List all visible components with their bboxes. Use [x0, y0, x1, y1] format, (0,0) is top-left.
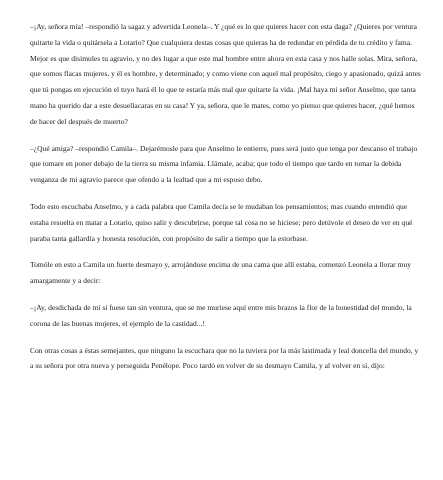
- paragraph: –¿Qué amiga? –respondió Camila–. Dejarémosle para que Anselmo le entierre, pues será justo que tenga por descanso el trabajo que tomare en poner debajo de la tierra su misma infamia. Llámale, acaba; que todo el tiempo que tardo en tomar la debida venganza de mi agravio parece que ofendo a la lealtad que a mi esposo debo.: [30, 143, 418, 185]
- paragraph: –¡Ay, desdichada de mí si fuese tan sin ventura, que se me muriese aquí entre mis brazos la flor de la honestidad del mundo, la corona de las buenas mujeres, el ejemplo de la castidad...!: [30, 302, 412, 328]
- paragraph: Tomóle en esto a Camila un fuerte desmayo y, arrojándose encima de una cama que allí estaba, comenzó Leonela a llorar muy amargamente y a decir:: [30, 260, 411, 286]
- paragraph: Con otras cosas a éstas semejantes, que ninguno la escuchara que no la tuviera por la más lastimada y leal doncella del mundo, y a su señora por otra nueva y perseguida Penélope. Poco tardó en volver de su desmayo Camila, y al volver en sí, dijo:: [30, 345, 419, 371]
- paragraph: –¡Ay, señora mía! –respondió la sagaz y advertida Leonela–. Y ¿qué es lo que quieres hacer con esta daga? ¿Quieres por ventura quitarte la vida o quitársela a Lotario? Que cualquiera destas cosas que quieras ha de redundar en pérdida de tu crédito y fama. Mejor es que disimules tu agravio, y no des lugar a que este mal hombre entre ahora en esta casa y nos halle solas. Mira, señora, que somos flacas mujeres, y él es hombre, y determinado; y como viene con aquel mal propósito, ciego y apasionado, quizá antes que tú pongas en ejecución el tuyo hará él lo que te estaría más mal que quitarte la vida. ¡Mal haya mi señor Anselmo, que tanta mano ha querido dar a este desuellacaras en su casa! Y ya, señora, que le mates, como yo pienso que quieres hacer, ¿qué hemos de hacer del después de muerto?: [30, 22, 421, 126]
- paragraph: Todo esto escuchaba Anselmo, y a cada palabra que Camila decía se le mudaban los pensamientos; mas cuando entendió que estaba resuelta en matar a Lotario, quiso salir y descubrirse, porque tal cosa no se hiciese; pero detúvole el deseo de ver en qué paraba tanta gallardía y honesta resolución, con propósito de salir a tiempo que la estorbase.: [30, 201, 413, 243]
